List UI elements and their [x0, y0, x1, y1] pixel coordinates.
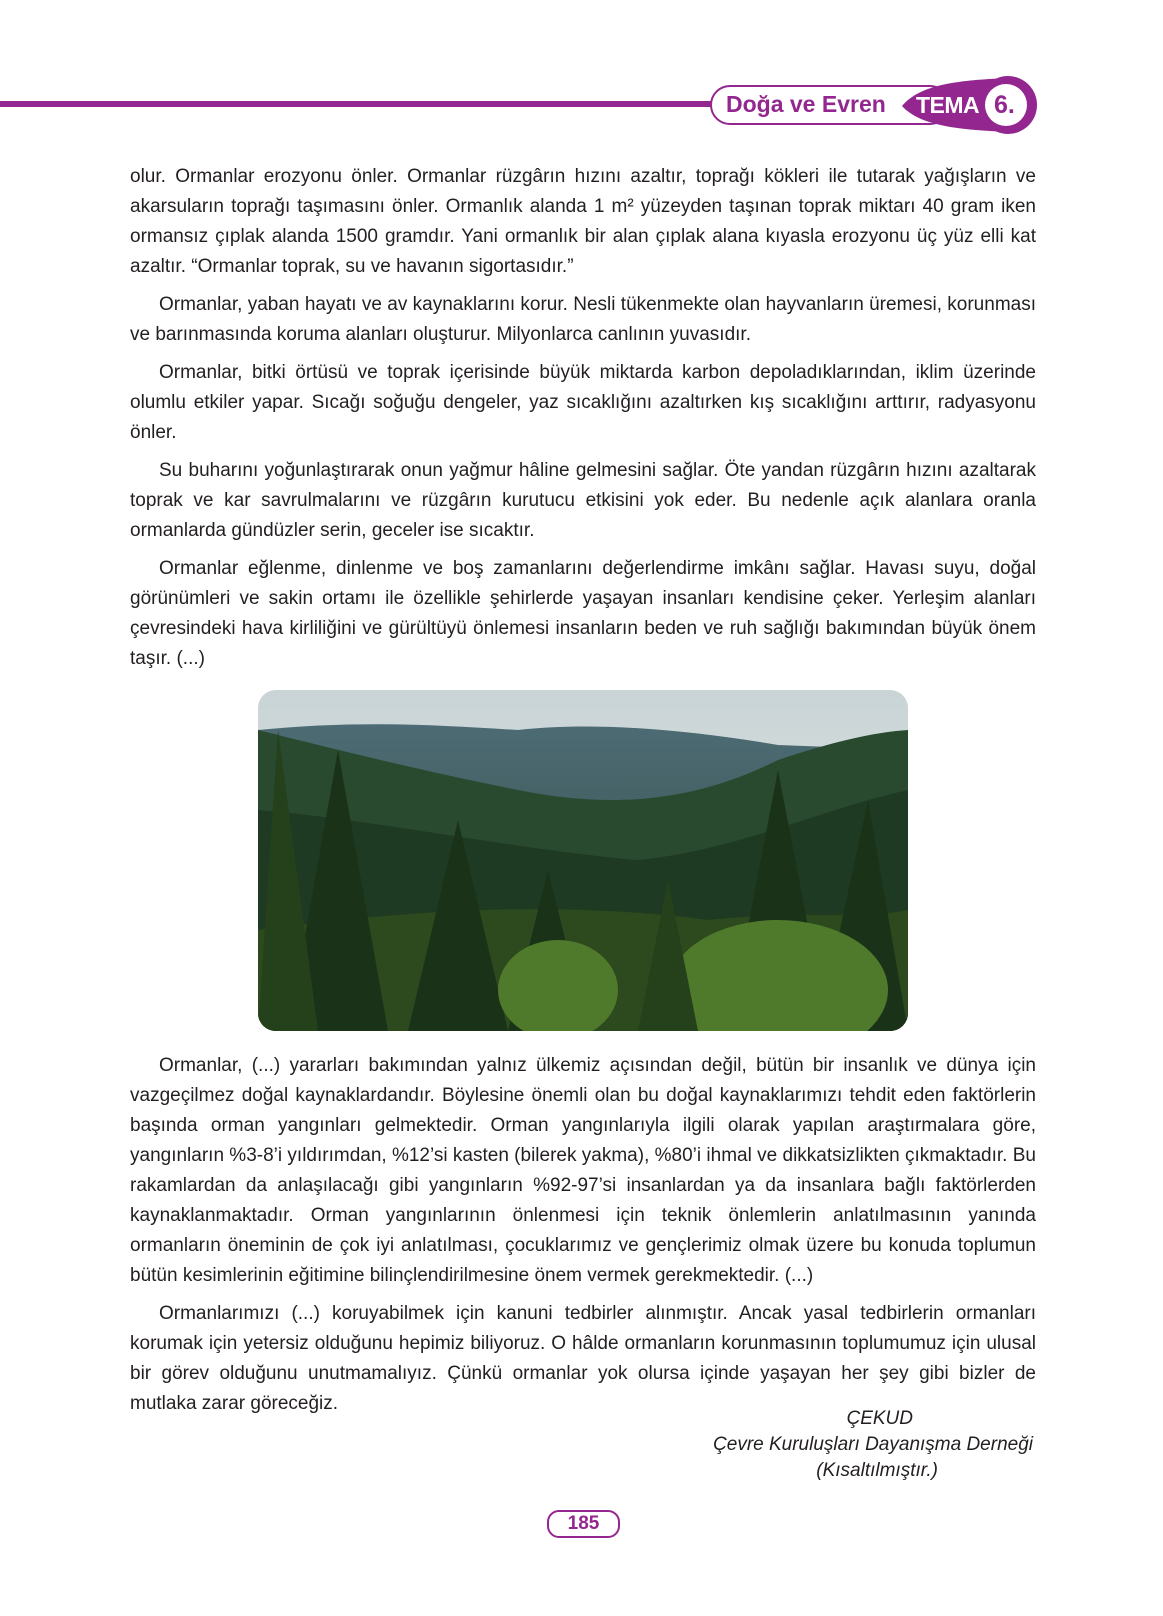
tema-label: TEMA [916, 92, 980, 118]
paragraph: Ormanlarımızı (...) koruyabilmek için kanuni tedbirler alınmıştır. Ancak yasal tedbirlerin ormanları korumak için yetersiz olduğunu hepimiz biliyoruz. O hâlde ormanların korunmasının toplumumuz için ulusal bir görev olduğunu unutmamalıyız. Çünkü ormanlar yok olursa içinde yaşayan her şey gibi bizler de mutlaka zarar göreceğiz. [130, 1303, 1036, 1414]
paragraph: olur. Ormanlar erozyonu önler. Ormanlar rüzgârın hızını azaltır, toprağı kökleri ile tutarak yağışların ve akarsuların toprağı taşımasını önler. Ormanlık alanda 1 m² yüzeyden taşınan toprak miktarı 40 gram iken ormansız çıplak alanda 1500 gramdır. Yani ormanlık bir alan çıplak alana kıyasla erozyonu üç yüz elli kat azaltır. “Ormanlar toprak, su ve havanın sigortasıdır.” [130, 166, 1036, 277]
paragraph: Su buharını yoğunlaştırarak onun yağmur hâline gelmesini sağlar. Öte yandan rüzgârın hızını azaltarak toprak ve kar savrulmalarını ve rüzgârın kurutucu etkisini yok eder. Bu nedenle açık alanlara oranla ormanlarda gündüzler serin, geceler ise sıcaktır. [130, 460, 1036, 541]
page-number: 185 [547, 1510, 620, 1538]
source-citation [633, 1406, 1033, 1484]
source-note: (Kısaltılmıştır.) [816, 1460, 938, 1481]
tema-number: 6. [994, 91, 1015, 119]
article-body-top [130, 162, 1036, 682]
article-body-bottom [130, 1051, 1036, 1427]
paragraph: Ormanlar eğlenme, dinlenme ve boş zamanlarını değerlendirme imkânı sağlar. Havası suyu, doğal görünümleri ve sakin ortamı ile özellikle şehirlerde yaşayan insanları kendisine çeker. Yerleşim alanları çevresindeki hava kirliliğini ve gürültüyü önlemesi insanların beden ve ruh sağlığı bakımından büyük önem taşır. (...) [130, 558, 1036, 669]
paragraph: Ormanlar, yaban hayatı ve av kaynaklarını korur. Nesli tükenmekte olan hayvanların üremesi, korunması ve barınmasında koruma alanları oluşturur. Milyonlarca canlının yuvasıdır. [130, 294, 1036, 345]
header-rule [0, 101, 720, 107]
source-organization: Çevre Kuruluşları Dayanışma Derneği [713, 1434, 1033, 1455]
theme-title: Doğa ve Evren [726, 91, 886, 117]
paragraph: Ormanlar, (...) yararları bakımından yalnız ülkemiz açısından değil, bütün bir insanlık ve dünya için vazgeçilmez doğal kaynaklardandır. Böylesine önemli olan bu doğal kaynaklarımızı tehdit eden faktörlerin başında orman yangınları gelmektedir. Orman yangınlarıyla ilgili olarak yapılan araştırmalara göre, yangınların %3-8’i yıldırımdan, %12’si kasten (bilerek yakma), %80’i ihmal ve dikkatsizlikten çıkmaktadır. Bu rakamlardan da anlaşılacağı gibi yangınların %92-97’si insanlardan ya da insanlara bağlı faktörlerden kaynaklanmaktadır. Orman yangınlarının önlenmesi için teknik önlemlerin anlatılmasının yanında ormanların öneminin de çok iyi anlatılması, çocuklarımız ve gençlerimiz olmak üzere bu konuda toplumun bütün kesimlerinin eğitimine bilinçlendirilmesine önem vermek gerekmektedir. (...) [130, 1055, 1036, 1286]
paragraph: Ormanlar, bitki örtüsü ve toprak içerisinde büyük miktarda karbon depoladıklarından, iklim üzerinde olumlu etkiler yapar. Sıcağı soğuğu dengeler, yaz sıcaklığını azaltırken kış sıcaklığını arttırır, radyasyonu önler. [130, 362, 1036, 443]
source-abbreviation: ÇEKUD [846, 1408, 913, 1429]
forest-photo [258, 690, 908, 1031]
